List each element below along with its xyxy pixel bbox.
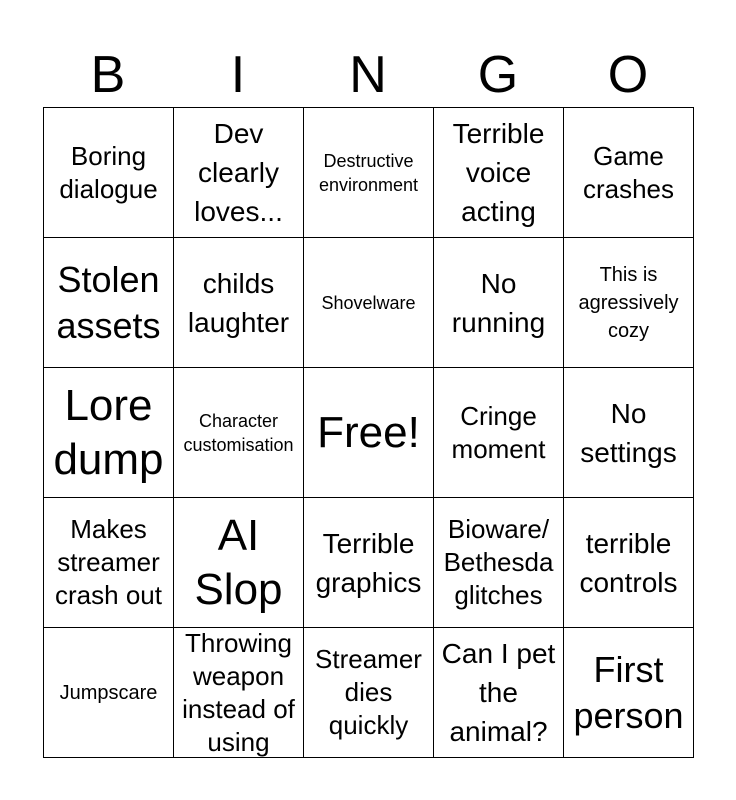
bingo-cell[interactable] [434, 368, 564, 498]
cell-label: Makes streamer crash out [55, 514, 162, 610]
header-letter-i: I [230, 46, 246, 104]
cell-label: Character customisation [183, 410, 294, 455]
bingo-cell[interactable] [304, 108, 434, 238]
cell-label: Throwing weapon instead of using [182, 628, 295, 757]
bingo-cell[interactable] [434, 498, 564, 628]
cell-label: Game crashes [582, 140, 675, 204]
bingo-cell[interactable] [44, 368, 174, 498]
bingo-cell[interactable] [564, 238, 694, 368]
bingo-cell[interactable] [44, 498, 174, 628]
cell-label: This is agressively cozy [578, 263, 679, 342]
cell-label: Stolen assets [56, 258, 161, 346]
cell-label: childs laughter [187, 267, 290, 338]
bingo-cell[interactable] [564, 368, 694, 498]
bingo-header [43, 42, 693, 108]
cell-label: Bioware/ Bethesda glitches [443, 514, 554, 610]
bingo-cell[interactable] [44, 108, 174, 238]
bingo-cell[interactable] [304, 498, 434, 628]
cell-label: Cringe moment [451, 400, 546, 464]
bingo-cell[interactable] [564, 628, 694, 758]
cell-label: Terrible graphics [315, 527, 422, 598]
cell-label: Dev clearly loves... [194, 118, 283, 227]
bingo-cell[interactable] [174, 498, 304, 628]
bingo-cell[interactable] [44, 628, 174, 758]
bingo-cell[interactable] [174, 368, 304, 498]
bingo-cell[interactable] [434, 238, 564, 368]
cell-label: Free! [317, 407, 420, 457]
cell-label: No settings [580, 397, 677, 468]
cell-label: Streamer dies quickly [315, 644, 422, 740]
cell-label: AI Slop [194, 510, 283, 614]
free-space-cell[interactable] [304, 368, 434, 498]
bingo-cell[interactable] [174, 108, 304, 238]
cell-label: Shovelware [321, 292, 416, 313]
bingo-cell[interactable] [564, 498, 694, 628]
bingo-cell[interactable] [304, 628, 434, 758]
cell-label: Boring dialogue [59, 140, 158, 204]
bingo-cell[interactable] [174, 238, 304, 368]
bingo-cell[interactable] [174, 628, 304, 758]
cell-label: Lore dump [53, 380, 164, 484]
bingo-board [43, 107, 694, 758]
bingo-cell[interactable] [304, 238, 434, 368]
header-letter-o: O [607, 46, 649, 104]
cell-label: Can I pet the animal? [441, 638, 556, 747]
header-letter-g: G [477, 46, 519, 104]
header-letter-b: B [90, 46, 126, 104]
cell-label: No running [451, 267, 546, 338]
cell-label: Destructive environment [318, 150, 419, 195]
cell-label: Jumpscare [59, 681, 158, 704]
bingo-cell[interactable] [44, 238, 174, 368]
bingo-cell[interactable] [434, 108, 564, 238]
bingo-cell[interactable] [434, 628, 564, 758]
cell-label: terrible controls [579, 527, 678, 598]
header-letter-n: N [349, 46, 387, 104]
bingo-cell[interactable] [564, 108, 694, 238]
cell-label: Terrible voice acting [452, 118, 545, 227]
cell-label: First person [573, 648, 684, 736]
